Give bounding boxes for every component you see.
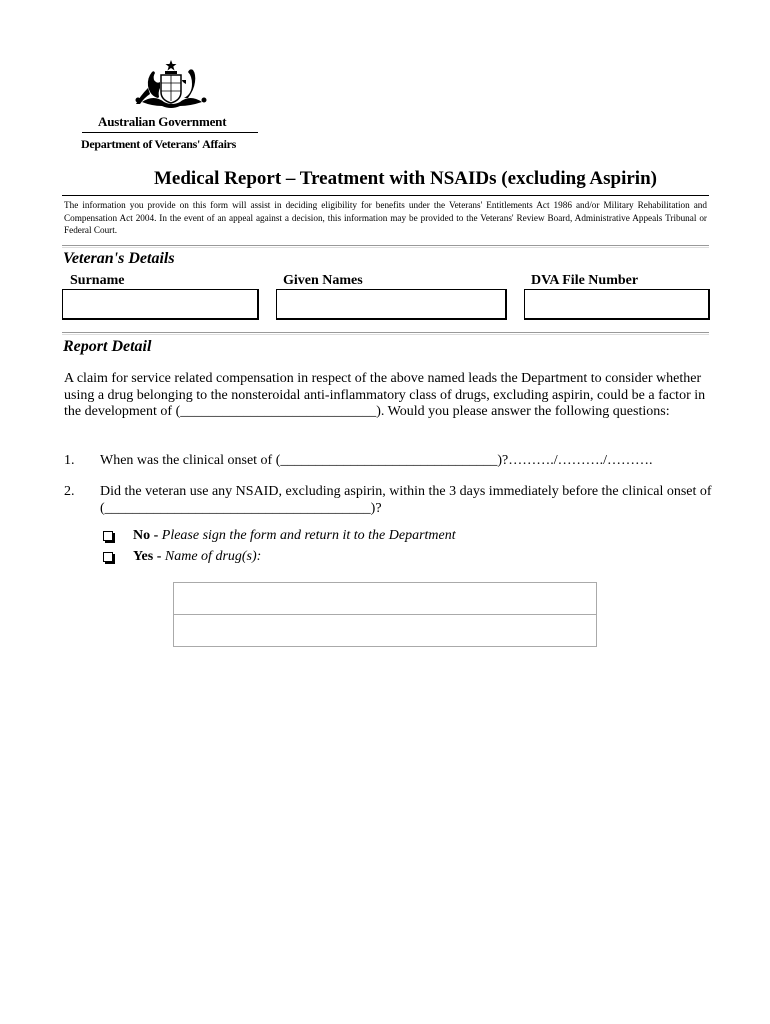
form-title: Medical Report – Treatment with NSAIDs (excluding Aspirin) xyxy=(154,168,657,189)
claim-paragraph: A claim for service related compensation in respect of the above named leads the Department to consider whether using a drug belonging to the nonsteroidal anti-inflammatory class of drugs, excluding aspirin, could be a factor in the development of (____________________________). Would you please answer the following questions: xyxy=(64,371,706,419)
government-name: Australian Government xyxy=(98,114,227,129)
surname-input[interactable] xyxy=(62,289,259,320)
given-names-input[interactable] xyxy=(276,289,507,320)
option-yes-description: Name of drug(s): xyxy=(164,549,262,564)
intro-text: The information you provide on this form will assist in deciding eligibility for benefits under the Veterans' Entitlements Act 1986 and/or Military Rehabilitation and Compensation Act 2004. In the event of an appeal against a decision, this information may be provided to the Veterans' Review Board, Administrative Appeals Tribunal or Federal Court. xyxy=(64,200,707,235)
question-2-text: Did the veteran use any NSAID, excluding aspirin, within the 3 days immediately before the clinical onset of (______________________________________)? xyxy=(100,484,712,516)
dva-file-number-input[interactable] xyxy=(524,289,710,320)
drug-name-field-2[interactable] xyxy=(174,615,597,647)
drug-names-table xyxy=(173,582,597,647)
table-row xyxy=(174,615,597,647)
option-no-row xyxy=(103,528,456,544)
yes-checkbox[interactable] xyxy=(103,552,113,562)
section-divider xyxy=(62,332,709,335)
option-no-description: Please sign the form and return it to the Department xyxy=(161,528,456,543)
veteran-details-heading: Veteran's Details xyxy=(63,250,175,267)
table-row xyxy=(174,583,597,615)
question-2-number: 2. xyxy=(64,484,75,499)
option-no-label: No - xyxy=(133,528,162,543)
surname-label: Surname xyxy=(70,273,125,288)
question-1-text: When was the clinical onset of (_______________________________)?………./………./………. xyxy=(100,453,653,468)
dva-file-number-label: DVA File Number xyxy=(531,273,639,288)
section-divider xyxy=(62,245,709,248)
option-yes-label: Yes - xyxy=(133,549,165,564)
title-divider xyxy=(62,195,709,196)
department-name: Department of Veterans' Affairs xyxy=(81,137,237,151)
given-names-label: Given Names xyxy=(283,273,363,288)
coat-of-arms-icon xyxy=(128,58,214,110)
option-yes-row xyxy=(103,549,261,565)
no-checkbox[interactable] xyxy=(103,531,113,541)
drug-name-field-1[interactable] xyxy=(174,583,597,615)
question-1-number: 1. xyxy=(64,453,75,468)
report-detail-heading: Report Detail xyxy=(63,338,152,355)
header-divider xyxy=(82,132,258,133)
